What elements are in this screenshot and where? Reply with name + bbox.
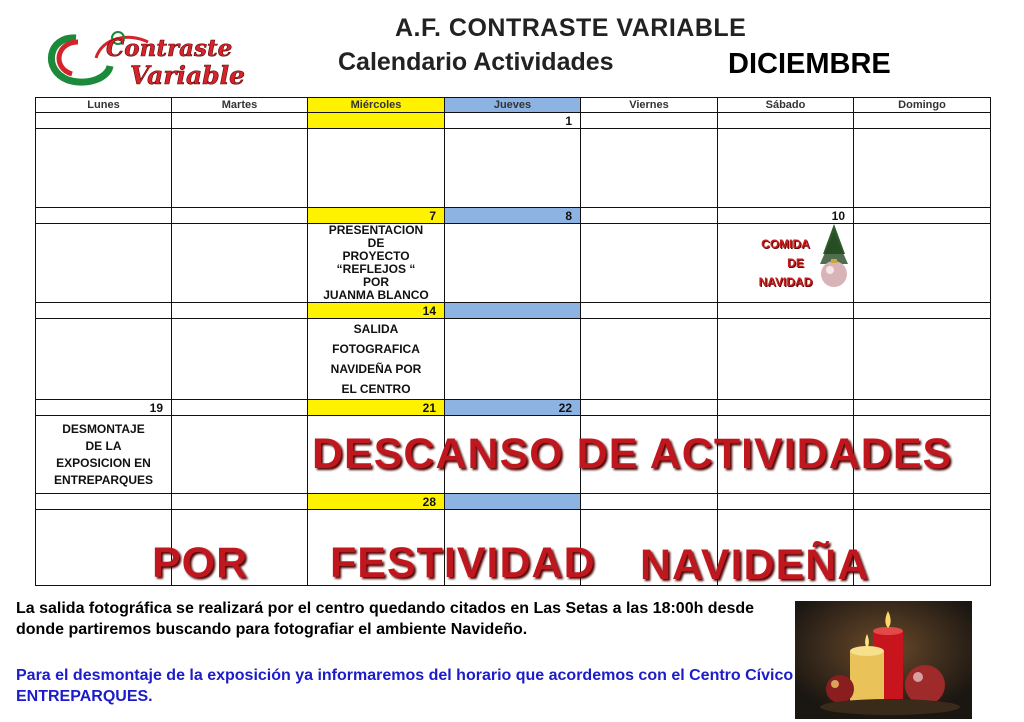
day-number: 22	[445, 400, 581, 416]
day-header-viernes: Viernes	[581, 98, 718, 113]
day-number: 28	[308, 494, 445, 510]
event-salida-fotografica: SALIDA FOTOGRAFICA NAVIDEÑA POR EL CENTRO	[308, 319, 445, 400]
day-header-jueves: Jueves	[445, 98, 581, 113]
banner-por: POR	[152, 539, 249, 587]
christmas-ornament-icon	[817, 224, 851, 294]
week3-number-row	[36, 303, 991, 319]
day-header-martes: Martes	[172, 98, 308, 113]
week5-number-row	[36, 494, 991, 510]
week3-body-row	[36, 319, 991, 400]
week2-body-row	[36, 224, 991, 303]
day-number: 10	[718, 208, 854, 224]
day-header-sabado: Sábado	[718, 98, 854, 113]
day-header-row	[36, 98, 991, 113]
note-desmontaje: Para el desmontaje de la exposición ya informaremos del horario que acordemos con el Centro Cívico ENTREPARQUES.	[16, 667, 794, 705]
banner-descanso-actividades: DESCANSO DE ACTIVIDADES	[312, 430, 953, 478]
week1-body-row	[36, 129, 991, 208]
day-header-domingo: Domingo	[854, 98, 991, 113]
logo-text-variable: Variable	[130, 61, 246, 90]
event-presentacion-proyecto: PRESENTACION DE PROYECTO “REFLEJOS “ POR JUANMA BLANCO	[308, 224, 445, 303]
month-title: DICIEMBRE	[728, 48, 891, 80]
day-header-miercoles: Miércoles	[308, 98, 445, 113]
week2-number-row	[36, 208, 991, 224]
day-number: 21	[308, 400, 445, 416]
christmas-candles-image	[795, 601, 972, 719]
logo-text-contraste: Contraste	[106, 35, 233, 62]
day-number: 8	[445, 208, 581, 224]
org-title: A.F. CONTRASTE VARIABLE	[395, 14, 747, 42]
event-comida-navidad: COMIDA DE NAVIDAD	[718, 224, 854, 303]
banner-festividad: FESTIVIDAD	[330, 539, 596, 587]
week4-number-row	[36, 400, 991, 416]
day-number: 7	[308, 208, 445, 224]
day-number: 1	[445, 113, 581, 129]
note-salida-fotografica: La salida fotográfica se realizará por el centro quedando citados en Las Setas a las 18:00h desde donde partiremos buscando para fotografiar el ambiente Navideño.	[16, 600, 755, 638]
contraste-variable-logo	[38, 18, 268, 98]
day-number: 14	[308, 303, 445, 319]
day-header-lunes: Lunes	[36, 98, 172, 113]
day-number: 19	[36, 400, 172, 416]
week1-number-row	[36, 113, 991, 129]
banner-navidena: NAVIDEÑA	[640, 541, 870, 589]
calendar-table	[35, 97, 991, 586]
event-desmontaje-exposicion: DESMONTAJE DE LA EXPOSICION EN ENTREPARQUES	[36, 416, 172, 494]
calendar-subtitle: Calendario Actividades	[338, 48, 614, 76]
